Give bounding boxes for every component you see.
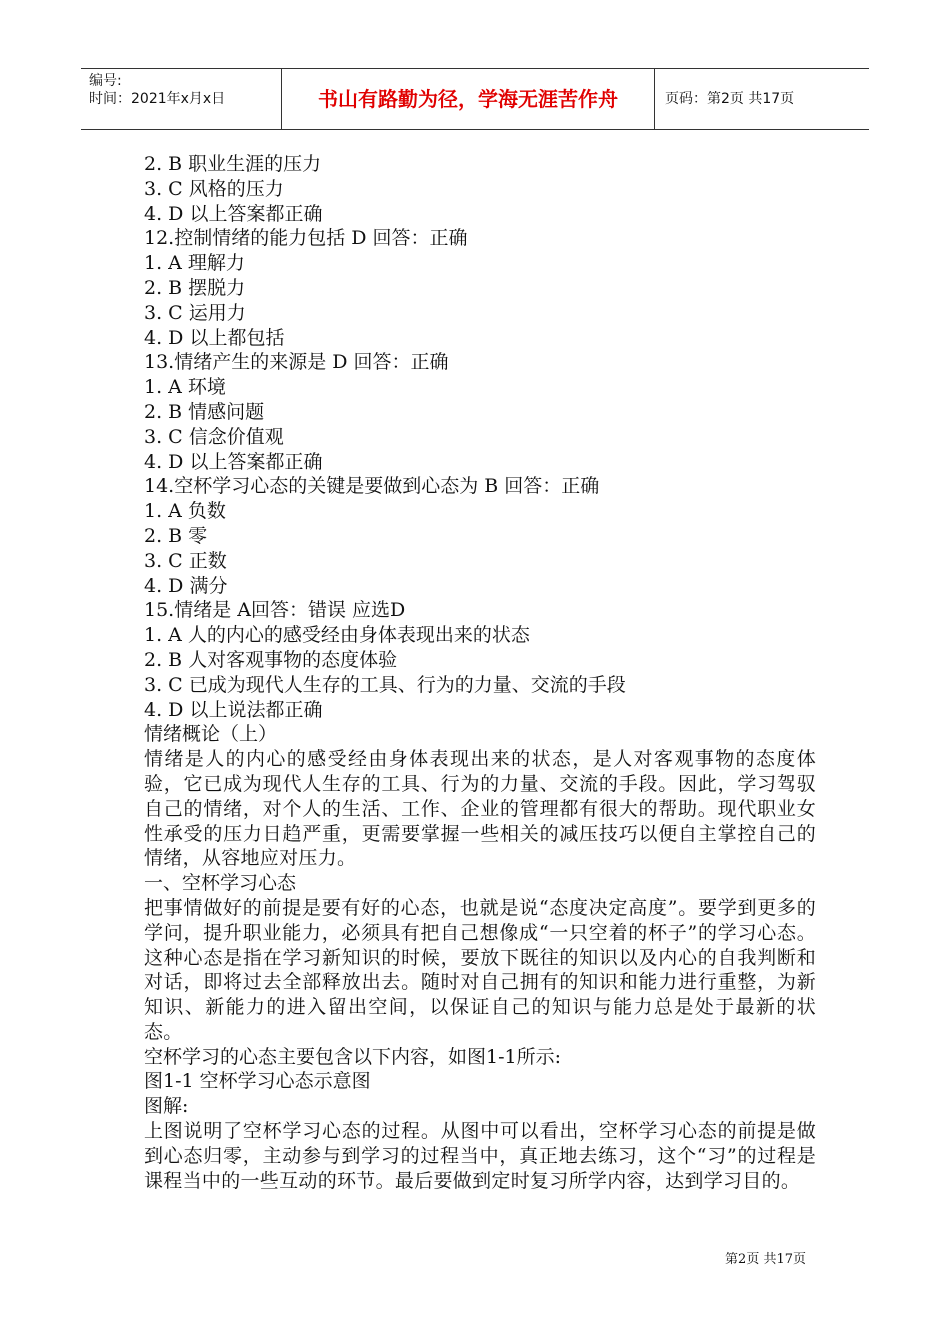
- text-line: 1. A 人的内心的感受经由身体表现出来的状态: [144, 624, 530, 647]
- section-title: 情绪概论（上）: [144, 723, 278, 746]
- text-line: 4. D 以上答案都正确: [144, 202, 323, 225]
- text-line: 2. B 零: [144, 524, 208, 547]
- header-page-code: 页码：第2页 共17页: [665, 91, 795, 107]
- document-number-label: 编号:: [89, 73, 122, 89]
- figure-note-label: 图解:: [144, 1095, 189, 1118]
- paragraph-figure-explanation: 上图说明了空杯学习心态的过程。从图中可以看出，空杯学习心态的前提是做到心态归零，主动参与到学习的过程当中，真正地去练习，这个“习”的过程是课程当中的一些互动的环节。最后要做到定时复习所学内容，达到学习目的。: [144, 1120, 816, 1192]
- text-line: 1. A 理解力: [144, 252, 245, 275]
- header-meta-cell: [81, 69, 282, 129]
- document-body: [144, 152, 816, 1193]
- paragraph-empty-cup: 把事情做好的前提是要有好的心态，也就是说“态度决定高度”。要学到更多的学问，提升职业能力，必须具有把自己想像成“一只空着的杯子”的学习心态。这种心态是指在学习新知识的时候，要放下既往的知识以及内心的自我判断和对话，即将过去全部释放出去。随时对自己拥有的知识和能力进行重整，为新知识、新能力的进入留出空间，以保证自己的知识与能力总是处于最新的状态。: [144, 896, 816, 1043]
- page-header: [81, 68, 869, 130]
- question-line: 12.控制情绪的能力包括 D 回答：正确: [144, 227, 468, 250]
- text-line: 2. B 职业生涯的压力: [144, 153, 322, 175]
- question-line: 15.情绪是 A回答：错误 应选D: [144, 599, 406, 622]
- text-line: 2. B 摆脱力: [144, 276, 246, 299]
- text-line: 4. D 以上答案都正确: [144, 450, 323, 473]
- text-line: 1. A 环境: [144, 376, 226, 399]
- text-line: 1. A 负数: [144, 500, 226, 523]
- document-time-label: 时间：2021年x月x日: [89, 91, 226, 107]
- figure-caption: 图1-1 空杯学习心态示意图: [144, 1070, 371, 1093]
- figure-intro-line: 空杯学习的心态主要包含以下内容，如图1-1所示:: [144, 1045, 561, 1068]
- text-line: 4. D 以上都包括: [144, 326, 285, 349]
- paragraph-emotion-intro: 情绪是人的内心的感受经由身体表现出来的状态，是人对客观事物的态度体验，它已成为现代人生存的工具、行为的力量、交流的手段。因此，学习驾驭自己的情绪，对个人的生活、工作、企业的管理都有很大的帮助。现代职业女性承受的压力日趋严重，更需要掌握一些相关的减压技巧以便自主掌控自己的情绪，从容地应对压力。: [144, 748, 816, 870]
- text-line: 3. C 风格的压力: [144, 177, 284, 200]
- question-line: 13.情绪产生的来源是 D 回答：正确: [144, 351, 449, 374]
- text-line: 3. C 信念价值观: [144, 425, 284, 448]
- text-line: 2. B 情感问题: [144, 400, 265, 423]
- text-line: 3. C 已成为现代人生存的工具、行为的力量、交流的手段: [144, 673, 626, 696]
- text-line: 3. C 正数: [144, 549, 227, 572]
- heading-empty-cup: 一、空杯学习心态: [144, 872, 297, 895]
- text-line: 3. C 运用力: [144, 301, 246, 324]
- text-line: 4. D 以上说法都正确: [144, 698, 323, 721]
- question-line: 14.空杯学习心态的关键是要做到心态为 B 回答：正确: [144, 475, 600, 498]
- page-footer: 第2页 共17页: [725, 1252, 806, 1267]
- text-line: 4. D 满分: [144, 574, 228, 597]
- text-line: 2. B 人对客观事物的态度体验: [144, 648, 398, 671]
- header-motto: 书山有路勤为径，学海无涯苦作舟: [282, 69, 655, 129]
